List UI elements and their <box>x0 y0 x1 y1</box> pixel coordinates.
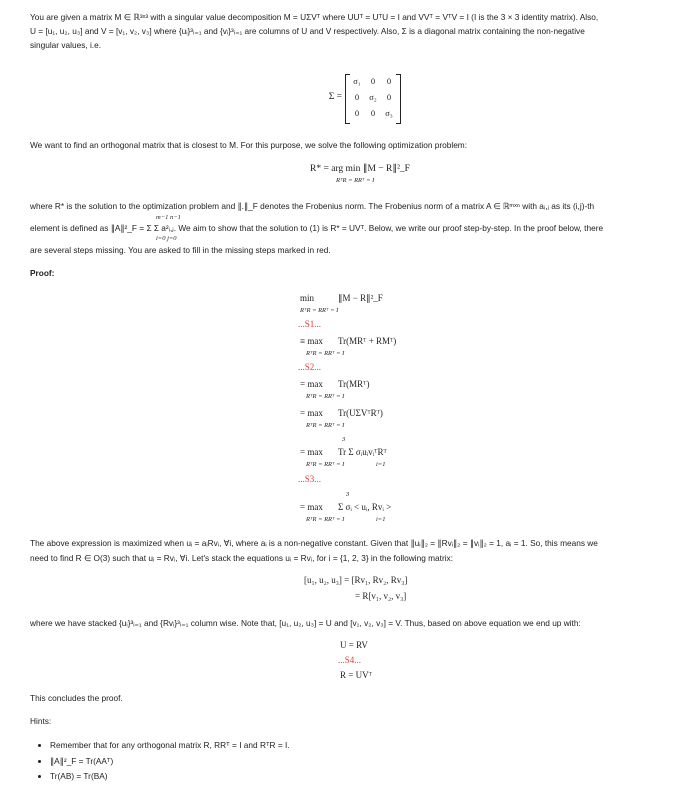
sigma-cell: 0 <box>354 108 360 118</box>
where-line-3: are several steps missing. You are asked to fill in the missing steps marked in red. <box>30 245 331 255</box>
proof-step-2 <box>300 379 369 389</box>
proof-step-1-op: ≡ max <box>300 336 323 346</box>
missing-step-s2: ...S2... <box>298 362 322 372</box>
proof-step-2-expr: Tr(MRᵀ) <box>338 379 370 389</box>
final-equation-1: U = RV <box>340 640 368 650</box>
hint-item: • ∥A∥²_F = Tr(AAᵀ) <box>50 754 290 770</box>
conclusion-line-1: The above expression is maximized when uᵢ = aᵢRvᵢ, ∀i, where aᵢ is a non-negative constant. Given that ∥uᵢ∥₂ = ∥Rvᵢ∥₂ = ∥vᵢ∥₂ = 1, aᵢ = 1. So, this means we <box>30 538 598 548</box>
stack-equation-1: [u₁, u₂, u₃] = [Rv₁, Rv₂, Rv₃] <box>304 575 408 585</box>
proof-step-5-op: = max <box>300 502 323 512</box>
proof-step-4-limit-top: 3 <box>342 436 346 443</box>
sigma-cell: 0 <box>354 92 360 102</box>
proof-step-2-op: = max <box>300 379 323 389</box>
optimization-constraint: RᵀR = RRᵀ = I <box>336 177 375 184</box>
proof-constraint-4: RᵀR = RRᵀ = I <box>306 461 345 468</box>
proof-step-3 <box>300 408 383 418</box>
sigma-cell: 0 <box>386 76 392 86</box>
proof-step-4-op: = max <box>300 447 323 457</box>
missing-step-s4: ...S4... <box>338 655 362 665</box>
proof-step-4-limit-bottom: i=1 <box>376 461 386 468</box>
sigma-cell: σ₂ <box>369 92 377 102</box>
proof-step-1 <box>300 336 396 346</box>
proof-step-1-expr: Tr(MRᵀ + RMᵀ) <box>338 336 397 346</box>
proof-min-label: min <box>300 293 315 303</box>
sum-lower-limits: i=0 j=0 <box>156 235 177 242</box>
proof-min-expr: ∥M − R∥²_F <box>338 293 383 303</box>
proof-step-5-limit-top: 3 <box>346 491 350 498</box>
sigma-cell: 0 <box>386 92 392 102</box>
problem-text: We want to find an orthogonal matrix that is closest to M. For this purpose, we solve the following optimization problem: <box>30 140 468 150</box>
proof-constraint-3: RᵀR = RRᵀ = I <box>306 422 345 429</box>
hints-list <box>30 738 290 785</box>
optimization-equation: R* = arg min ∥M − R∥²_F <box>310 164 410 174</box>
hints-label: Hints: <box>30 716 52 726</box>
sigma-cell: σ₁ <box>353 76 361 86</box>
sigma-cell: 0 <box>370 76 376 86</box>
stack-equation-2: = R[v₁, v₂, v₃] <box>355 591 407 601</box>
concludes-text: This concludes the proof. <box>30 693 123 703</box>
proof-step-5-limit-bottom: i=1 <box>376 516 386 523</box>
sigma-matrix <box>345 74 401 124</box>
hint-item: • Tr(AB) = Tr(BA) <box>50 769 290 785</box>
proof-step-3-expr: Tr(UΣVᵀRᵀ) <box>338 408 383 418</box>
proof-constraint-0: RᵀR = RRᵀ = I <box>300 307 339 314</box>
where-line-1: where R* is the solution to the optimization problem and ∥.∥_F denotes the Frobenius norm. The Frobenius norm of a matrix A ∈ ℝᵐˣⁿ with aᵢ,ⱼ as its (i,j)-th <box>30 201 595 211</box>
hint-item: • Remember that for any orthogonal matrix R, RRᵀ = I and RᵀR = I. <box>50 738 290 754</box>
proof-heading: Proof: <box>30 268 55 278</box>
sigma-cell: σ₃ <box>385 108 393 118</box>
missing-step-s1: ...S1... <box>298 319 322 329</box>
final-equation-2: R = UVᵀ <box>340 670 372 680</box>
proof-constraint-2: RᵀR = RRᵀ = I <box>306 393 345 400</box>
proof-constraint-1: RᵀR = RRᵀ = I <box>306 350 345 357</box>
conclusion-line-2: need to find R ∈ O(3) such that uᵢ = Rvᵢ, ∀i. Let's stack the equations uᵢ = Rvᵢ, for i = {1, 2, 3} in the following matrix: <box>30 553 454 563</box>
sum-upper-limits: m−1 n−1 <box>156 214 181 221</box>
intro-line-3: singular values, i.e. <box>30 40 102 50</box>
proof-min <box>300 293 383 304</box>
stacked-text: where we have stacked {uᵢ}³ᵢ₌₁ and {Rvᵢ}³ᵢ₌₁ column wise. Note that, [u₁, u₂, u₃] = U and [v₁, v₂, v₃] = V. Thus, based on above equation we end up with: <box>30 618 581 628</box>
proof-constraint-5: RᵀR = RRᵀ = I <box>306 516 345 523</box>
missing-step-s3: ...S3... <box>298 474 322 484</box>
sigma-cell: 0 <box>370 108 376 118</box>
proof-step-4-expr: Tr Σ σᵢuᵢvᵢᵀRᵀ <box>338 447 387 457</box>
proof-step-5-expr: Σ σᵢ < uᵢ, Rvᵢ > <box>338 502 392 512</box>
intro-line-1: You are given a matrix M ∈ ℝ³ˣ³ with a singular value decomposition M = UΣVᵀ where UUᵀ = UᵀU = I and VVᵀ = VᵀV = I (I is the 3 × 3 identity matrix). Also, <box>30 12 599 22</box>
proof-step-3-op: = max <box>300 408 323 418</box>
sigma-label: Σ = <box>328 92 342 102</box>
intro-line-2: U = [u₁, u₂, u₃] and V = [v₁, v₂, v₃] where {uᵢ}³ᵢ₌₁ and {vᵢ}³ᵢ₌₁ are columns of U and V respectively. Also, Σ is a diagonal matrix containing the non-negative <box>30 26 585 36</box>
proof-step-4 <box>300 447 387 457</box>
where-line-2: element is defined as ∥A∥²_F = Σ Σ a²ᵢ,ⱼ. We aim to show that the solution to (1) is R* = UVᵀ. Below, we write our proof step-by-step. In the proof below, there <box>30 223 604 233</box>
proof-step-5 <box>300 502 391 512</box>
